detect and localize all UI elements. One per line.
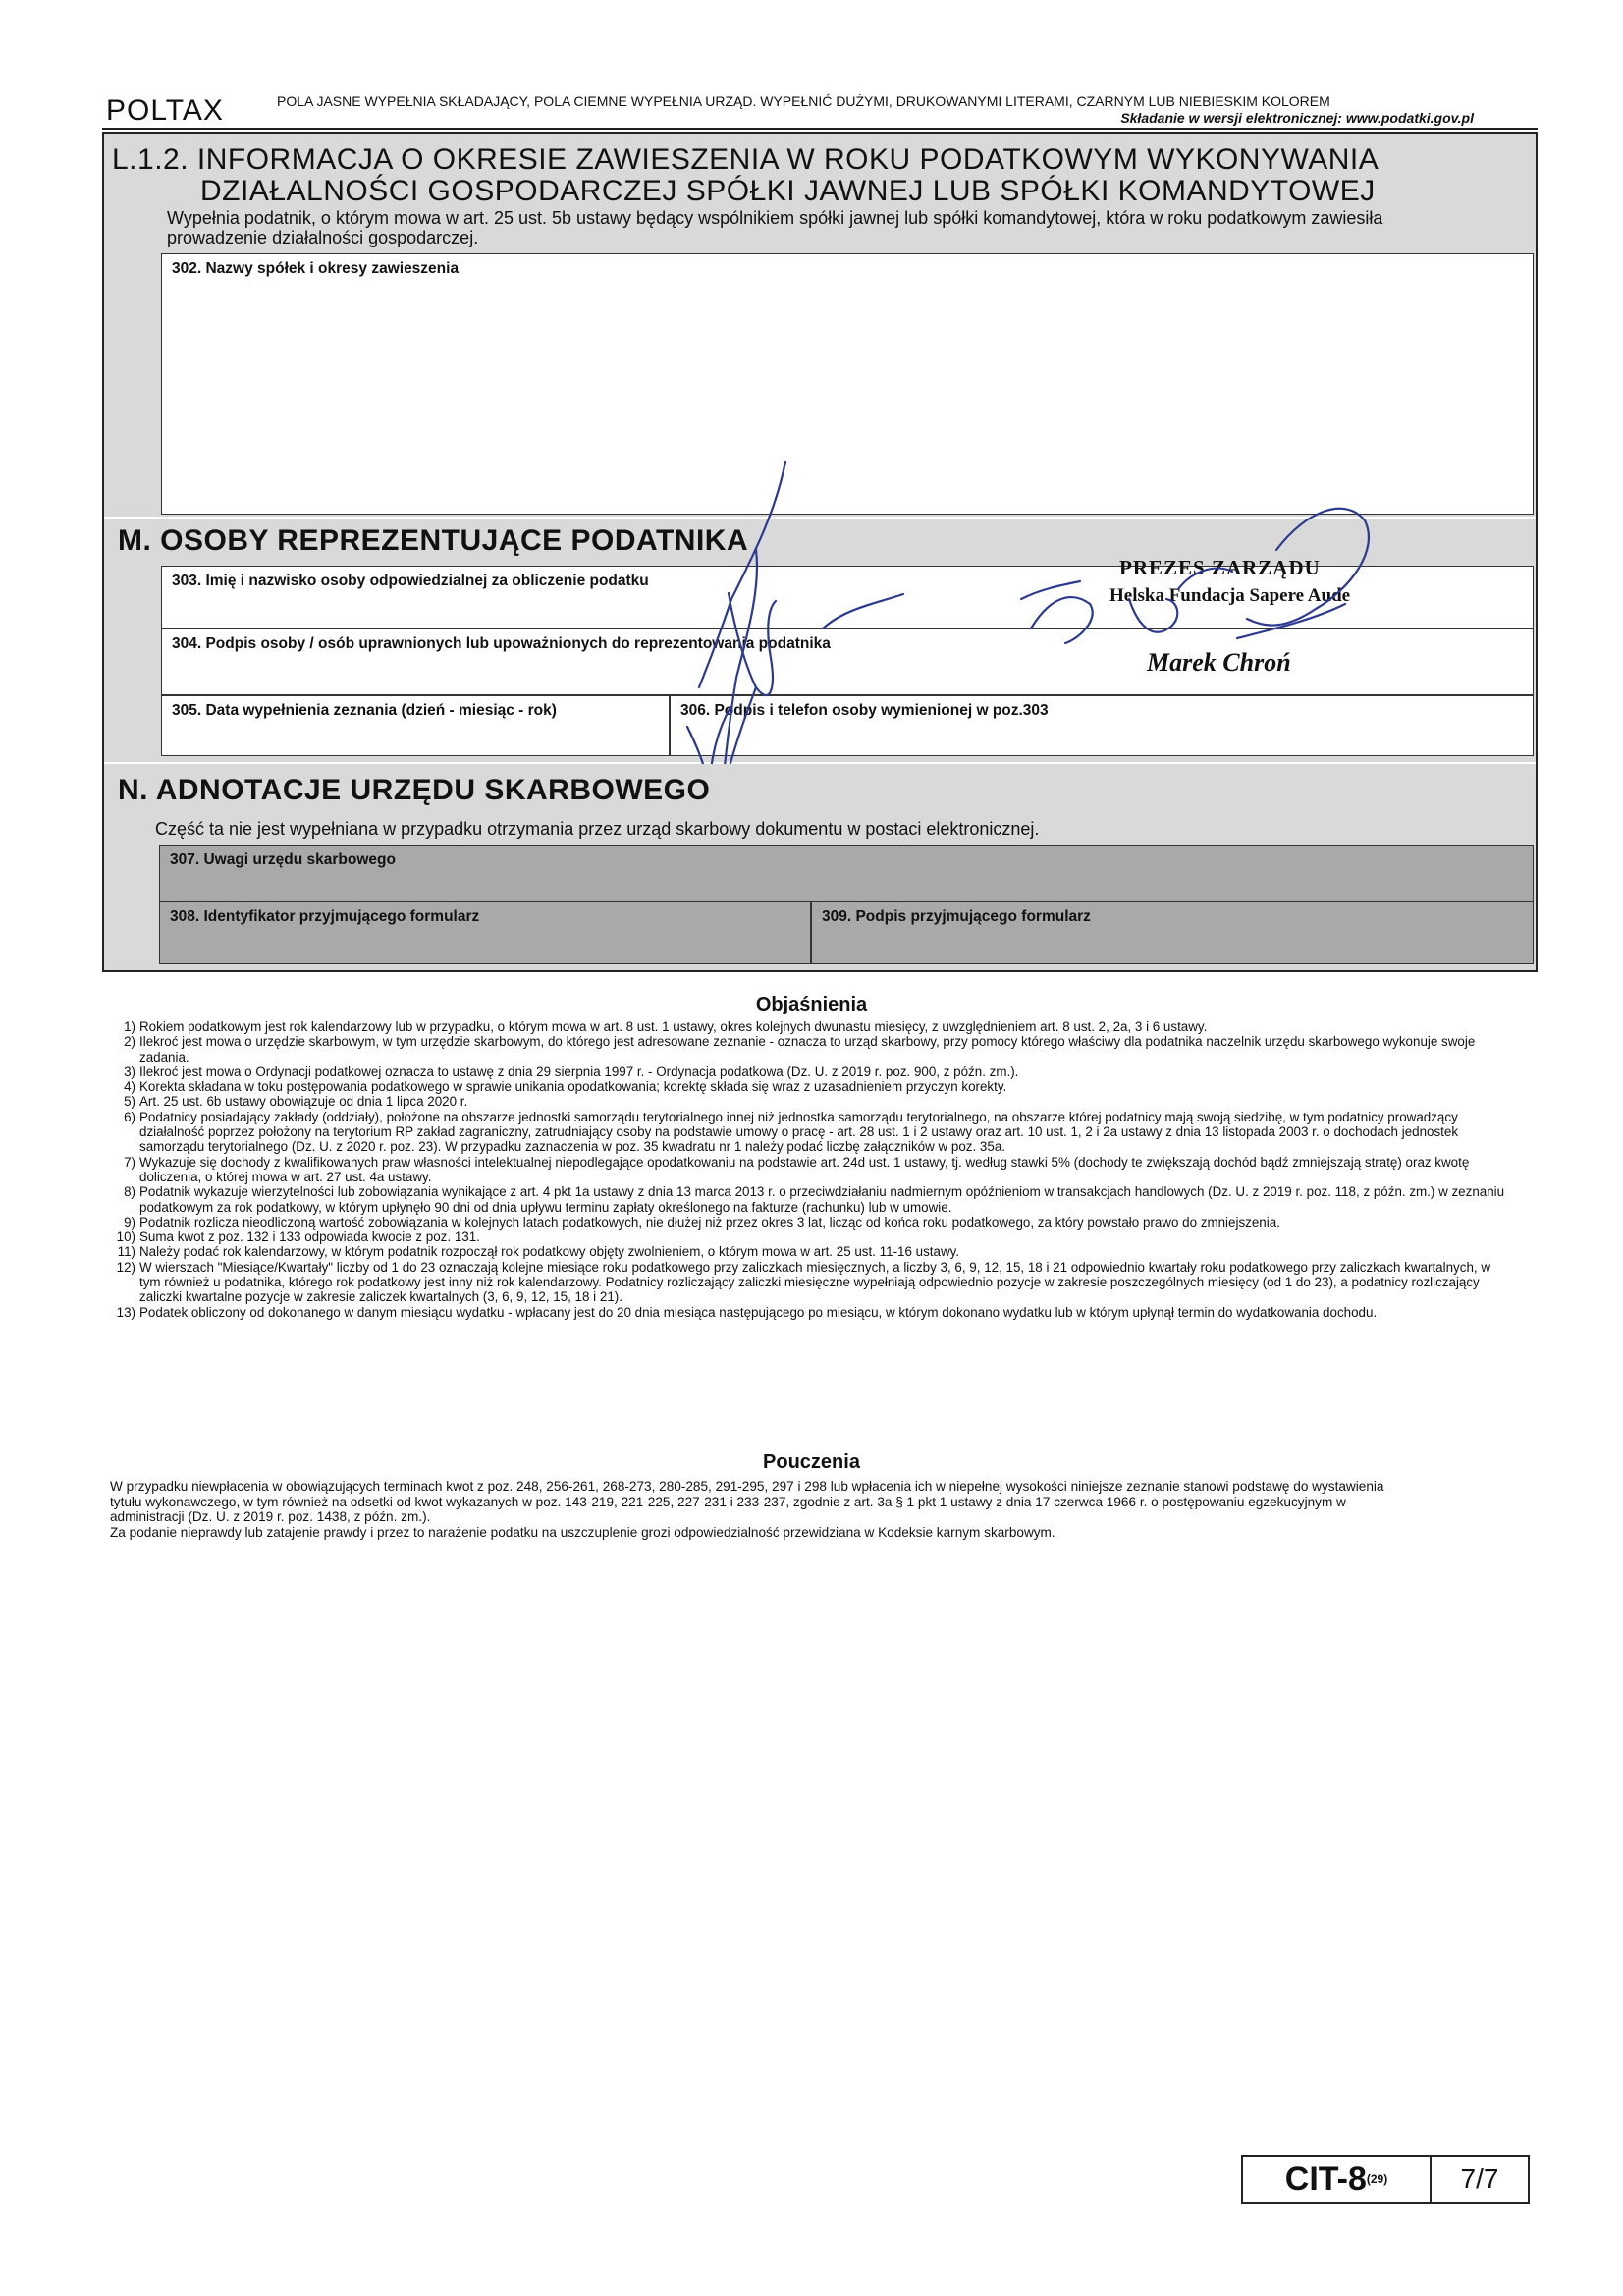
stamp-organization: Helska Fundacja Sapere Aude <box>1109 585 1351 606</box>
explanation-number: 12) <box>116 1259 135 1275</box>
explanation-number: 13) <box>116 1304 135 1320</box>
section-n <box>104 764 1536 970</box>
section-n-description: Część ta nie jest wypełniana w przypadku otrzymania przez urząd skarbowy dokumentu w postaci elektronicznej. <box>155 819 1040 839</box>
instructions-text <box>110 1479 1416 1540</box>
field-304-label: 304. Podpis osoby / osób uprawnionych lub upoważnionych do reprezentowania podatnika <box>172 635 831 652</box>
field-309 <box>811 902 1534 964</box>
explanation-item <box>110 1244 1514 1259</box>
brand-poltax: POLTAX <box>106 94 224 127</box>
explanation-text: Korekta składana w toku postępowania podatkowego w sprawie unikania opodatkowania; korektę składa się wraz z uzasadnieniem przyczyn korekty. <box>139 1079 1007 1095</box>
explanation-item <box>110 1094 1514 1109</box>
explanation-number: 3) <box>124 1064 135 1079</box>
explanation-text: Podatnicy posiadający zakłady (oddziały), położone na obszarze jednostki samorządu terytorialnego innej niż jednostka samorządu terytorialnego, na obszarze której podatnicy mają swoją siedzibę, w tym podatnicy prowadzący działalność poprzez położony na terytorium RP zakład zagraniczny, zatrudniający osoby na podstawie umowy o pracę - art. 28 ust. 1 i 2 ustawy oraz art. 10 ust. 1, 2 i 2a ustawy z dnia 13 listopada 2003 r. o dochodach jednostek samorządu terytorialnego (Dz. U. z 2020 r. poz. 23). W przypadku zaznaczenia w poz. 35 kwadratu nr 1 należy podać liczbę załączników w poz. 35a. <box>139 1109 1459 1155</box>
explanation-number: 4) <box>124 1079 135 1095</box>
explanation-number: 9) <box>124 1214 135 1230</box>
explanation-number: 7) <box>124 1154 135 1170</box>
explanation-text: W wierszach "Miesiące/Kwartały" liczby od 1 do 23 oznaczają kolejne miesiące roku podatkowego przy zaliczkach miesięcznych, a liczby 3, 6, 9, 12, 15, 18 i 21 odpowiednio kwartały roku podatkowego przy zaliczkach kwartalnych, w tym również u podatnika, którego rok podatkowy jest inny niż rok kalendarzowy. Podatnicy rozliczający zaliczki miesięczne wypełniają odpowiednio pozycje w zakresie poszczególnych miesięcy (od 1 do 23), a podatnicy rozliczający zaliczki kwartalne pozycje w zakresie zaliczek kwartalnych (3, 6, 9, 12, 15, 18 i 21). <box>139 1259 1491 1305</box>
field-305-label: 305. Data wypełnienia zeznania (dzień - miesiąc - rok) <box>172 702 557 719</box>
explanation-item <box>110 1305 1514 1320</box>
stamp-role: PREZES ZARZĄDU <box>1119 556 1321 579</box>
explanation-item <box>110 1110 1514 1155</box>
instructions-paragraph-1: W przypadku niewpłacenia w obowiązujących terminach kwot z poz. 248, 256-261, 268-273, 280-285, 291-295, 297 i 298 lub wpłacenia ich w niepełnej wysokości niniejsze zeznanie stanowi podstawę do wystawienia tytułu wykonawczego, w tym również na odsetki od kwot wykazanych w poz. 143-219, 221-225, 227-231 i 233-237, zgodnie z art. 3a § 1 pkt 1 ustawy z dnia 17 czerwca 1966 r. o postępowaniu egzekucyjnym w administracji (Dz. U. z 2019 r. poz. 1438, z późn. zm.). <box>110 1479 1384 1524</box>
explanation-text: Podatek obliczony od dokonanego w danym miesiącu wydatku - wpłacany jest do 20 dnia miesiąca następującego po miesiącu, w którym dokonano wydatku lub w którym upłynął termin do wydatkowania dochodu. <box>139 1304 1378 1320</box>
electronic-filing-note: Składanie w wersji elektronicznej: www.podatki.gov.pl <box>1120 110 1474 126</box>
explanation-text: Należy podać rok kalendarzowy, w którym podatnik rozpoczął rok podatkowy objęty zwolnieniem, o którym mowa w art. 25 ust. 11-16 ustawy. <box>139 1244 960 1260</box>
explanation-item <box>110 1230 1514 1244</box>
handwritten-signatures <box>0 0 1623 884</box>
explanation-item <box>110 1184 1514 1215</box>
section-l12-description: Wypełnia podatnik, o którym mowa w art. 25 ust. 5b ustawy będący wspólnikiem spółki jawnej lub spółki komandytowej, która w roku podatkowym zawiesiła prowadzenie działalności gospodarczej. <box>167 208 1383 247</box>
section-m-title: M. OSOBY REPREZENTUJĄCE PODATNIKA <box>118 524 749 557</box>
field-307-label: 307. Uwagi urzędu skarbowego <box>170 851 396 868</box>
instructions-paragraph-2: Za podanie nieprawdy lub zatajenie prawdy i przez to narażenie podatku na uszczuplenie grozi odpowiedzialność przewidziana w Kodeksie karnym skarbowym. <box>110 1524 1055 1540</box>
field-308 <box>159 902 811 964</box>
explanation-number: 11) <box>117 1244 135 1260</box>
explanation-number: 8) <box>124 1184 135 1200</box>
explanation-text: Ilekroć jest mowa o Ordynacji podatkowej oznacza to ustawę z dnia 29 sierpnia 1997 r. - Ordynacja podatkowa (Dz. U. z 2019 r. poz. 900, z późn. zm.). <box>139 1064 1019 1079</box>
explanation-number: 1) <box>124 1019 135 1034</box>
explanation-item <box>110 1079 1514 1094</box>
explanation-text: Podatnik rozlicza nieodliczoną wartość zobowiązania w kolejnych latach podatkowych, nie dłużej niż przez okres 3 lat, licząc od końca roku podatkowego, za który powstało prawo do zmniejszenia. <box>139 1214 1280 1230</box>
field-306-label: 306. Podpis i telefon osoby wymienionej w poz.303 <box>680 702 1049 719</box>
section-n-title: N. ADNOTACJE URZĘDU SKARBOWEGO <box>118 774 711 806</box>
field-302-label: 302. Nazwy spółek i okresy zawieszenia <box>172 260 460 277</box>
form-footer <box>1241 2155 1530 2204</box>
explanations-title: Objaśnienia <box>755 994 868 1015</box>
explanation-number: 2) <box>124 1034 135 1050</box>
section-l12-title-line1: L.1.2. INFORMACJA O OKRESIE ZAWIESZENIA W ROKU PODATKOWYM WYKONYWANIA <box>112 143 1380 176</box>
field-309-label: 309. Podpis przyjmującego formularz <box>822 908 1091 925</box>
explanation-item <box>110 1065 1514 1079</box>
form-code: CIT-8 <box>1284 2159 1367 2198</box>
section-l12-title-line2: DZIAŁALNOŚCI GOSPODARCZEJ SPÓŁKI JAWNEJ LUB SPÓŁKI KOMANDYTOWEJ <box>200 175 1376 207</box>
explanation-number: 5) <box>124 1094 135 1110</box>
page-number: 7/7 <box>1460 2163 1499 2194</box>
explanation-number: 6) <box>124 1109 135 1124</box>
explanation-item <box>110 1019 1514 1034</box>
explanation-item <box>110 1034 1514 1065</box>
explanation-text: Rokiem podatkowym jest rok kalendarzowy lub w przypadku, o którym mowa w art. 8 ust. 1 ustawy, okres kolejnych dwunastu miesięcy, z uwzględnieniem art. 8 ust. 2, 2a, 3 i 6 ustawy. <box>139 1019 1208 1034</box>
explanation-text: Ilekroć jest mowa o urzędzie skarbowym, w tym urzędzie skarbowym, do którego jest adresowane zeznanie - oznacza to urząd skarbowy, przy pomocy którego właściwy dla podatnika naczelnik urzędu skarbowego wykonuje swoje zadania. <box>139 1034 1476 1065</box>
form-code-cell <box>1243 2157 1432 2202</box>
explanation-number: 10) <box>116 1230 135 1245</box>
explanation-item <box>110 1155 1514 1185</box>
explanation-text: Wykazuje się dochody z kwalifikowanych praw własności intelektualnej niepodlegające opodatkowaniu na podstawie art. 24d ust. 1 ustawy, tj. według stawki 5% (dochody te zwiększają dochód bądź zmniejszają stratę) oraz kwotę doliczenia, o której mowa w art. 27 ust. 4a ustawy. <box>139 1154 1470 1184</box>
stamp-name: Marek Chroń <box>1147 648 1291 677</box>
field-307 <box>159 845 1534 902</box>
instructions-title: Pouczenia <box>763 1451 860 1473</box>
explanation-text: Art. 25 ust. 6b ustawy obowiązuje od dnia 1 lipca 2020 r. <box>139 1094 468 1110</box>
explanations-list <box>110 1019 1514 1320</box>
form-version: (29) <box>1366 2172 1388 2186</box>
explanation-item <box>110 1215 1514 1230</box>
explanation-text: Suma kwot z poz. 132 i 133 odpowiada kwocie z poz. 131. <box>139 1230 480 1245</box>
field-308-label: 308. Identyfikator przyjmującego formularz <box>170 908 480 925</box>
explanation-text: Podatnik wykazuje wierzytelności lub zobowiązania wynikające z art. 4 pkt 1a ustawy z dnia 13 marca 2013 r. o przeciwdziałaniu nadmiernym opóźnieniom w transakcjach handlowych (Dz. U. z 2019 r. poz. 118, z późn. zm.) w zeznaniu podatkowym za rok podatkowy, w którym upłynęło 90 dni od dnia upływu terminu zapłaty określonego na fakturze (rachunku) lub w umowie. <box>139 1184 1505 1215</box>
field-303-label: 303. Imię i nazwisko osoby odpowiedzialnej za obliczenie podatku <box>172 573 649 589</box>
header-instruction: POLA JASNE WYPEŁNIA SKŁADAJĄCY, POLA CIEMNE WYPEŁNIA URZĄD. WYPEŁNIĆ DUŻYMI, DRUKOWANYMI LITERAMI, CZARNYM LUB NIEBIESKIM KOLOREM <box>277 93 1330 109</box>
explanation-item <box>110 1260 1514 1305</box>
